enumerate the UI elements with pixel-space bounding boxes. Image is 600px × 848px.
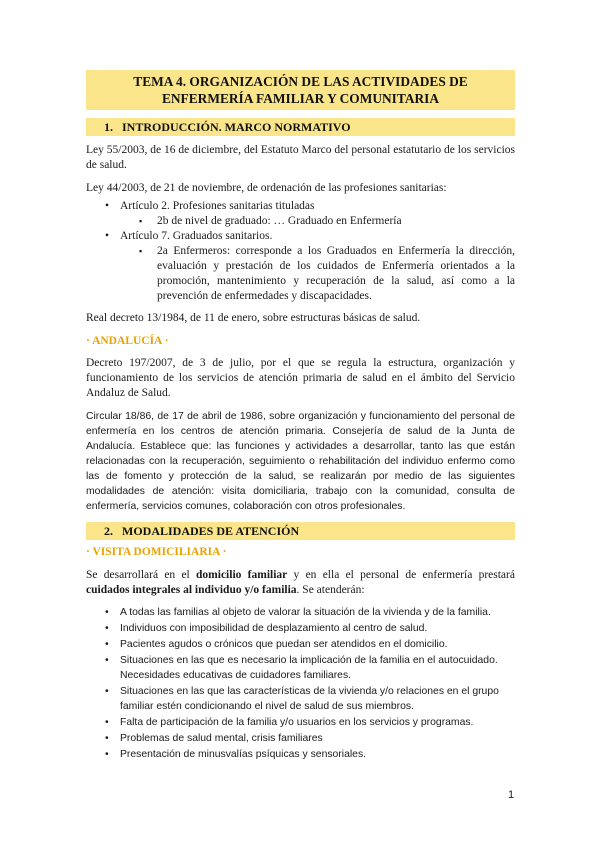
paragraph-real-decreto: Real decreto 13/1984, de 11 de enero, sobre estructuras básicas de salud. xyxy=(86,312,421,324)
list-item: • Situaciones en las que es necesario la implicación de la familia en el autocuidado. Necesidades educativas de cuidadores familiares. xyxy=(86,653,515,683)
paragraph-decreto-197-2007: Decreto 197/2007, de 3 de julio, por el que se regula la estructura, organización y funcionamiento de los servicios de atención primaria de salud en el ámbito del Servicio Andaluz de Salud. xyxy=(86,357,515,399)
paragraph-ley-44-2003: Ley 44/2003, de 21 de noviembre, de ordenación de las profesiones sanitarias: xyxy=(86,182,447,194)
list-item: ▪ 2b de nivel de graduado: … Graduado en Enfermería xyxy=(120,214,515,229)
list-item: • Situaciones en las que las características de la vivienda y/o relaciones en el grupo familiar estén condicionando el nivel de salud de sus miembros. xyxy=(86,684,515,714)
paragraph-visita-intro: Se desarrollará en el domicilio familiar y en ella el personal de enfermería prestará cuidados integrales al individuo y/o familia. Se atenderán: xyxy=(86,569,515,596)
document-title: TEMA 4. ORGANIZACIÓN DE LAS ACTIVIDADES DE ENFERMERÍA FAMILIAR Y COMUNITARIA xyxy=(86,70,515,110)
andalucia-subheading: · ANDALUCÍA · xyxy=(86,335,169,347)
section-title: MODALIDADES DE ATENCIÓN xyxy=(122,524,300,538)
list-item: • Problemas de salud mental, crisis familiares xyxy=(86,731,515,746)
articulos-list xyxy=(86,199,515,304)
visita-domiciliaria-subheading: · VISITA DOMICILIARIA · xyxy=(86,546,227,558)
list-item: • Individuos con imposibilidad de desplazamiento al centro de salud. xyxy=(86,621,515,636)
section-number: 2. xyxy=(104,524,113,538)
document-page xyxy=(86,70,515,762)
section-heading-introduccion xyxy=(86,118,515,136)
list-item: • A todas las familias al objeto de valorar la situación de la vivienda y de la familia. xyxy=(86,605,515,620)
sub-list xyxy=(120,244,515,304)
list-item: • Artículo 2. Profesiones sanitarias tituladas ▪ 2b de nivel de graduado: … Graduado en Enfermería xyxy=(86,199,515,229)
sub-list xyxy=(120,214,515,229)
section-title: INTRODUCCIÓN. MARCO NORMATIVO xyxy=(122,120,351,134)
list-item: ▪ 2a Enfermeros: corresponde a los Graduados en Enfermería la dirección, evaluación y prestación de los cuidados de Enfermería orientados a la promoción, mantenimiento y recuperación de la salud, así como a la prevención de enfermedades y discapacidades. xyxy=(120,244,515,304)
page-number: 1 xyxy=(508,789,515,801)
domicilio-familiar-bold: domicilio familiar xyxy=(196,569,288,581)
section-heading-modalidades xyxy=(86,522,515,540)
paragraph-ley-55-2003: Ley 55/2003, de 16 de diciembre, del Estatuto Marco del personal estatutario de los servicios de salud. xyxy=(86,144,515,171)
section-number: 1. xyxy=(104,120,113,134)
paragraph-circular-18-86: Circular 18/86, de 17 de abril de 1986, sobre organización y funcionamiento del personal de enfermería en los centros de atención primaria. Consejería de salud de la Junta de Andalucía. Establece que: las funciones y actividades a desarrollar, tanto las que están relacionadas con la recuperación, seguimiento o rehabilitación del individuo enfermo como las de fomento y protección de la salud, se realizarán por medio de las siguientes modalidades de atención: visita domiciliaria, trabajo con la comunidad, consulta de enfermería, servicios comunes, colaboración con otros profesionales. xyxy=(86,411,515,512)
atencion-list xyxy=(86,605,515,762)
cuidados-integrales-bold: cuidados integrales al individuo y/o familia xyxy=(86,584,297,596)
list-item: • Falta de participación de la familia y/o usuarios en los servicios y programas. xyxy=(86,715,515,730)
list-item: • Artículo 7. Graduados sanitarios. ▪ 2a Enfermeros: corresponde a los Graduados en Enfermería la dirección, evaluación y prestación de los cuidados de Enfermería orientados a la promoción, mantenimiento y recuperación de la salud, así como a la prevención de enfermedades y discapacidades. xyxy=(86,229,515,304)
list-item: • Presentación de minusvalías psíquicas y sensoriales. xyxy=(86,747,515,762)
list-item: • Pacientes agudos o crónicos que puedan ser atendidos en el domicilio. xyxy=(86,637,515,652)
